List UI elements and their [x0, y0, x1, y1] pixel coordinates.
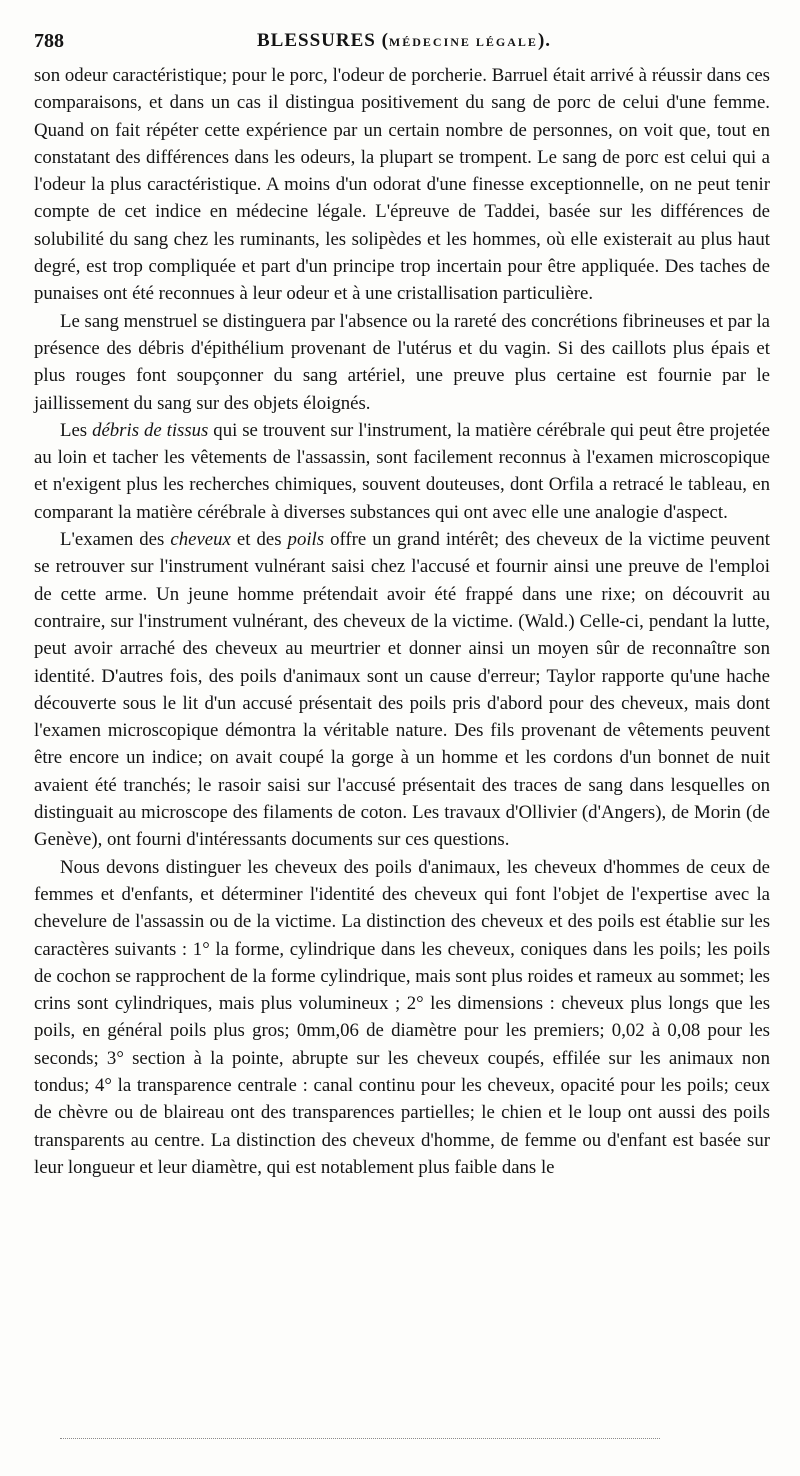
- paragraph: [34, 854, 770, 1182]
- body-text: [34, 62, 770, 1181]
- page-number: 788: [34, 30, 64, 52]
- text-segment: Les: [60, 419, 93, 441]
- italic-text: débris de tissus: [92, 419, 209, 441]
- paragraph: [34, 417, 770, 526]
- running-title-end: ).: [537, 30, 552, 51]
- running-title: [34, 30, 774, 52]
- text-segment: et des: [230, 529, 288, 551]
- text-segment: qui se trouvent sur l'instrument, la matière cérébrale qui peut être projetée au loin et tacher les vêtements de l'assassin, sont facilement reconnus à l'examen microscopique et n'exigent plus les recherches chimiques, souvent douteuses, dont Orfila a retracé le tableau, en comparant la matière cérébrale à diverses substances qui ont avec elle une analogie d'aspect.: [34, 419, 771, 523]
- italic-text: poils: [287, 529, 325, 551]
- text-segment: son odeur caractéristique; pour le porc, l'odeur de porcherie. Barruel était arrivé à réussir dans ces comparaisons, et dans un cas il distingua positivement du sang de porc de celui d'une femme. Quand on fait répéter cette expérience par un certain nombre de personnes, on voit que, tout en constatant des différences dans les odeurs, la plupart se trompent. Le sang de porc est celui qui a l'odeur la plus caractéristique. A moins d'un odorat d'une finesse exceptionnelle, on ne peut tenir compte de cet indice en médecine légale. L'épreuve de Taddei, basée sur les différences de solubilité du sang chez les ruminants, les solipèdes et les hommes, où elle existerait au plus haut degré, est trop compliquée et part d'un principe trop incertain pour être appliquée. Des taches de punaises ont été reconnues à leur odeur et à une cristallisation particulière.: [34, 65, 770, 305]
- paragraph: [34, 308, 770, 417]
- text-segment: L'examen des: [60, 529, 171, 551]
- text-segment: Nous devons distinguer les cheveux des poils d'animaux, les cheveux d'hommes de ceux de femmes et d'enfants, et déterminer l'identité des cheveux qui font l'objet de l'expertise avec la chevelure de l'assassin ou de la victime. La distinction des cheveux et des poils est établie sur les caractères suivants : 1° la forme, cylindrique dans les cheveux, coniques dans les poils; les poils de cochon se rapprochent de la forme cylindrique, mais sont plus roides et rameux au sommet; les crins sont cylindriques, mais plus volumineux ; 2° les dimensions : cheveux plus longs que les poils, en général poils plus gros; 0mm,06 de diamètre pour les premiers; 0,02 à 0,08 pour les seconds; 3° section à la pointe, abrupte sur les cheveux coupés, effilée sur les animaux non tondus; 4° la transparence centrale : canal continu pour les cheveux, opacité pour les poils; ceux de chèvre ou de blaireau ont des transparences partielles; le chien et le loup ont aussi des poils transparents au centre. La distinction des cheveux d'homme, de femme ou d'enfant est basée sur leur longueur et leur diamètre, qui est notablement plus faible dans le: [34, 856, 770, 1178]
- text-segment: Le sang menstruel se distinguera par l'absence ou la rareté des concrétions fibrineuses et par la présence des débris d'épithélium provenant de l'utérus et du vagin. Si des caillots plus épais et plus rouges font soupçonner du sang artériel, une preuve plus certaine est fournie par le jaillissement du sang sur des objets éloignés.: [34, 310, 771, 414]
- footer-rule: [60, 1438, 660, 1439]
- paragraph: [34, 62, 770, 308]
- text-segment: offre un grand intérêt; des cheveux de la victime peuvent se retrouver sur l'instrument vulnérant saisi chez l'accusé et fournir ainsi une preuve de l'emploi de cette arme. Un jeune homme prétendait avoir été frappé dans une rixe; on découvrit au contraire, sur l'instrument vulnérant, des cheveux de la victime. (Wald.) Celle-ci, pendant la lutte, peut avoir arraché des cheveux au meurtrier et donner ainsi un moyen sûr de reconnaître son identité. D'autres fois, des poils d'animaux sont un cause d'erreur; Taylor rapporte qu'une hache découverte sous le lit d'un accusé présentait des poils pris d'abord pour des cheveux, mais dont l'examen microscopique démontra la véritable nature. Des fils provenant de vêtements peuvent être encore un indice; on avait coupé la gorge à un homme et les cordons d'un bonnet de nuit avaient été tranchés; le rasoir saisi sur l'accusé présentait des traces de sang dans lesquelles on distinguait au microscope des filaments de coton. Les travaux d'Ollivier (d'Angers), de Morin (de Genève), ont fourni d'intéressants documents sur ces questions.: [34, 529, 770, 851]
- running-title-subtitle: MÉDECINE LÉGALE: [388, 35, 538, 49]
- page-header: [34, 30, 774, 60]
- paragraph: [34, 526, 770, 854]
- italic-text: cheveux: [170, 529, 231, 551]
- running-title-main: BLESSURES (: [256, 30, 389, 51]
